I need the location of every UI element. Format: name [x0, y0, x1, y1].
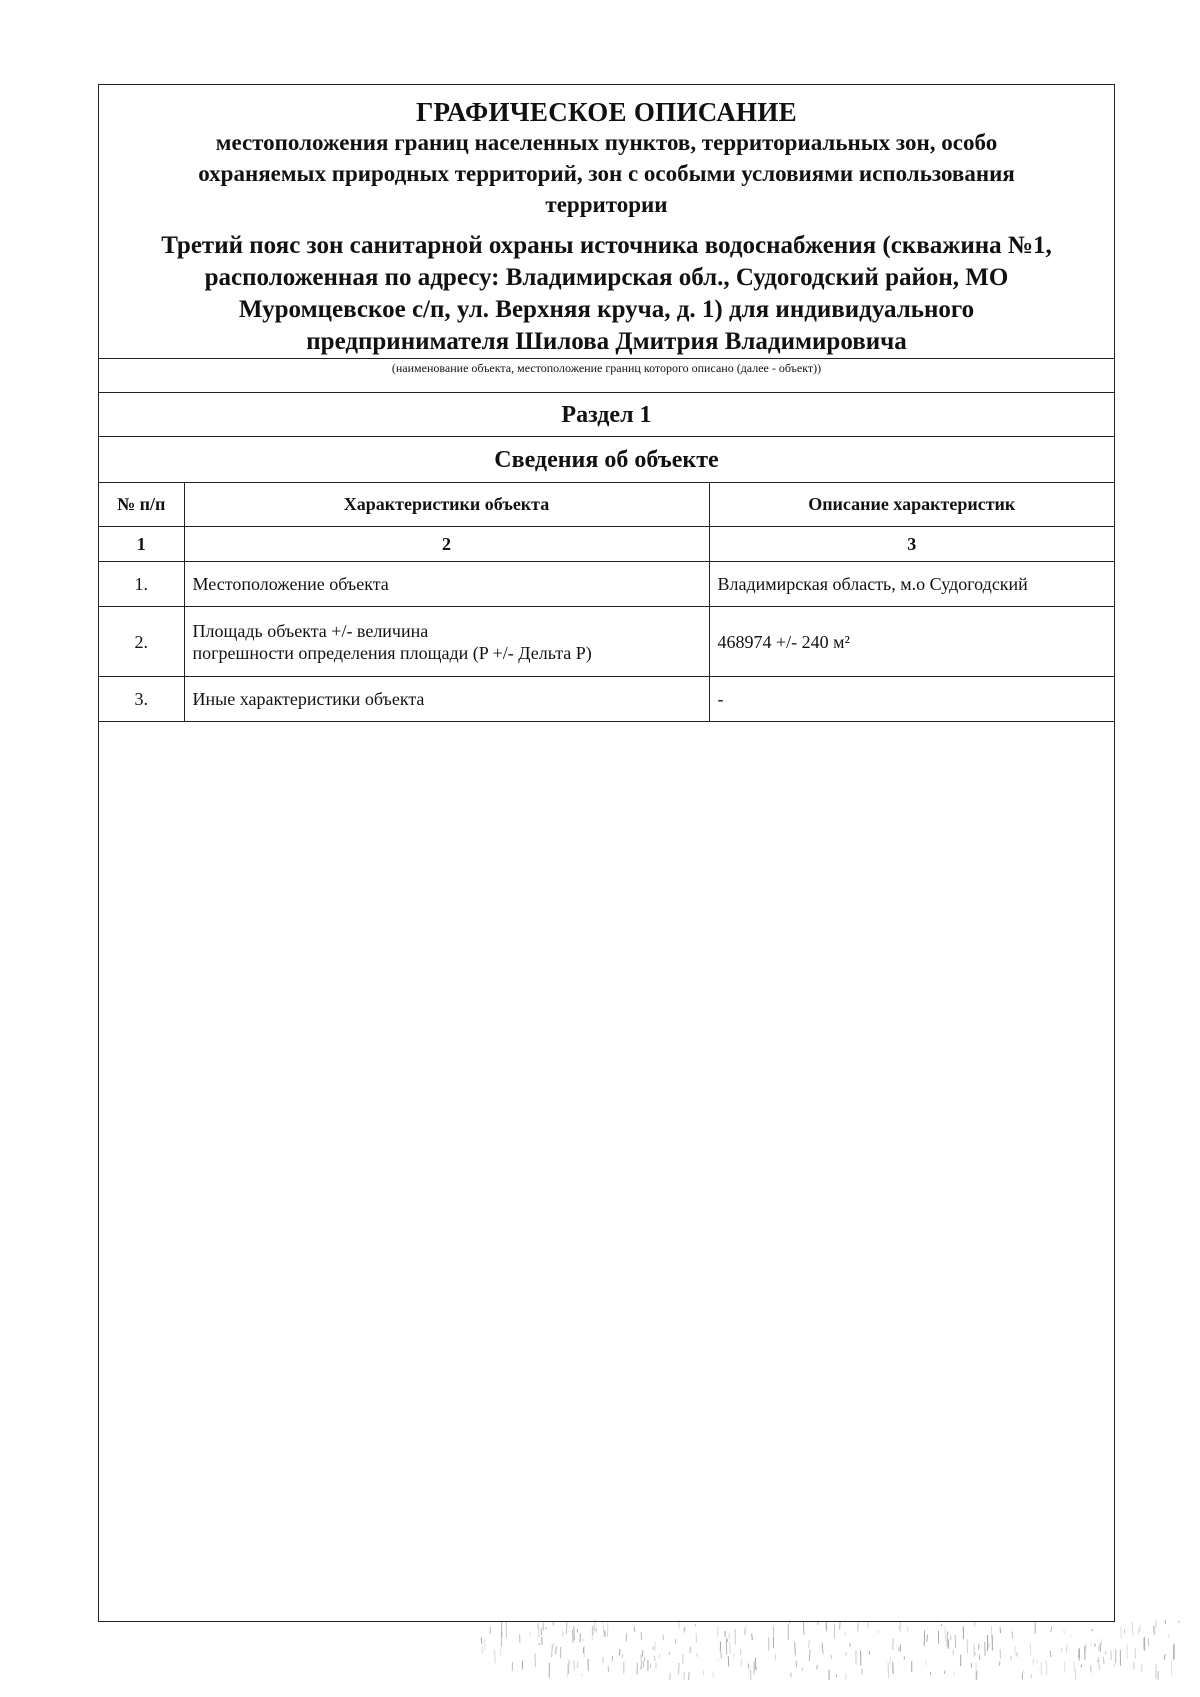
table-row	[99, 677, 1114, 722]
row-number: 3.	[99, 677, 184, 722]
object-caption: (наименование объекта, местоположение границ которого описано (далее - объект))	[99, 358, 1114, 392]
row-characteristic	[184, 562, 709, 607]
document-subtitle	[113, 127, 1100, 220]
row-description: Владимирская область, м.о Судогодский	[709, 562, 1114, 607]
table-row	[99, 607, 1114, 677]
table-row	[99, 562, 1114, 607]
document-title: ГРАФИЧЕСКОЕ ОПИСАНИЕ	[416, 97, 797, 127]
characteristic-line: Иные характеристики объекта	[192, 688, 425, 709]
header-characteristic: Характеристики объекта	[184, 483, 709, 527]
table-header-row	[99, 483, 1114, 527]
object-name	[109, 230, 1104, 358]
characteristic-line: погрешности определения площади (P +/- Дельта P)	[192, 642, 592, 663]
header-description: Описание характеристик	[709, 483, 1114, 527]
document-header	[99, 85, 1114, 358]
column-number: 1	[99, 527, 184, 562]
characteristic-line: Площадь объекта +/- величина	[192, 620, 429, 641]
characteristic-line: Местоположение объекта	[192, 573, 389, 594]
row-characteristic	[184, 677, 709, 722]
object-name-line: предпринимателя Шилова Дмитрия Владимировича	[306, 328, 907, 355]
row-number: 1.	[99, 562, 184, 607]
subtitle-line: территории	[545, 192, 668, 217]
column-number: 2	[184, 527, 709, 562]
scan-noise	[480, 1600, 1180, 1680]
row-description: 468974 +/- 240 м²	[709, 607, 1114, 677]
column-number: 3	[709, 527, 1114, 562]
subtitle-line: охраняемых природных территорий, зон с особыми условиями использования	[198, 161, 1015, 186]
object-name-line: расположенная по адресу: Владимирская обл., Судогодский район, МО	[204, 264, 1009, 291]
object-name-line: Муромцевское с/п, ул. Верхняя круча, д. 1) для индивидуального	[238, 296, 975, 323]
section-subtitle: Сведения об объекте	[99, 436, 1114, 482]
section-title: Раздел 1	[99, 392, 1114, 436]
row-description: -	[709, 677, 1114, 722]
header-number: № п/п	[99, 483, 184, 527]
column-number-row	[99, 527, 1114, 562]
object-info-table	[99, 482, 1114, 722]
object-name-line: Третий пояс зон санитарной охраны источника водоснабжения (скважина №1,	[161, 232, 1052, 259]
row-characteristic	[184, 607, 709, 677]
row-number: 2.	[99, 607, 184, 677]
document-frame	[98, 84, 1115, 1622]
subtitle-line: местоположения границ населенных пунктов, территориальных зон, особо	[215, 130, 998, 155]
